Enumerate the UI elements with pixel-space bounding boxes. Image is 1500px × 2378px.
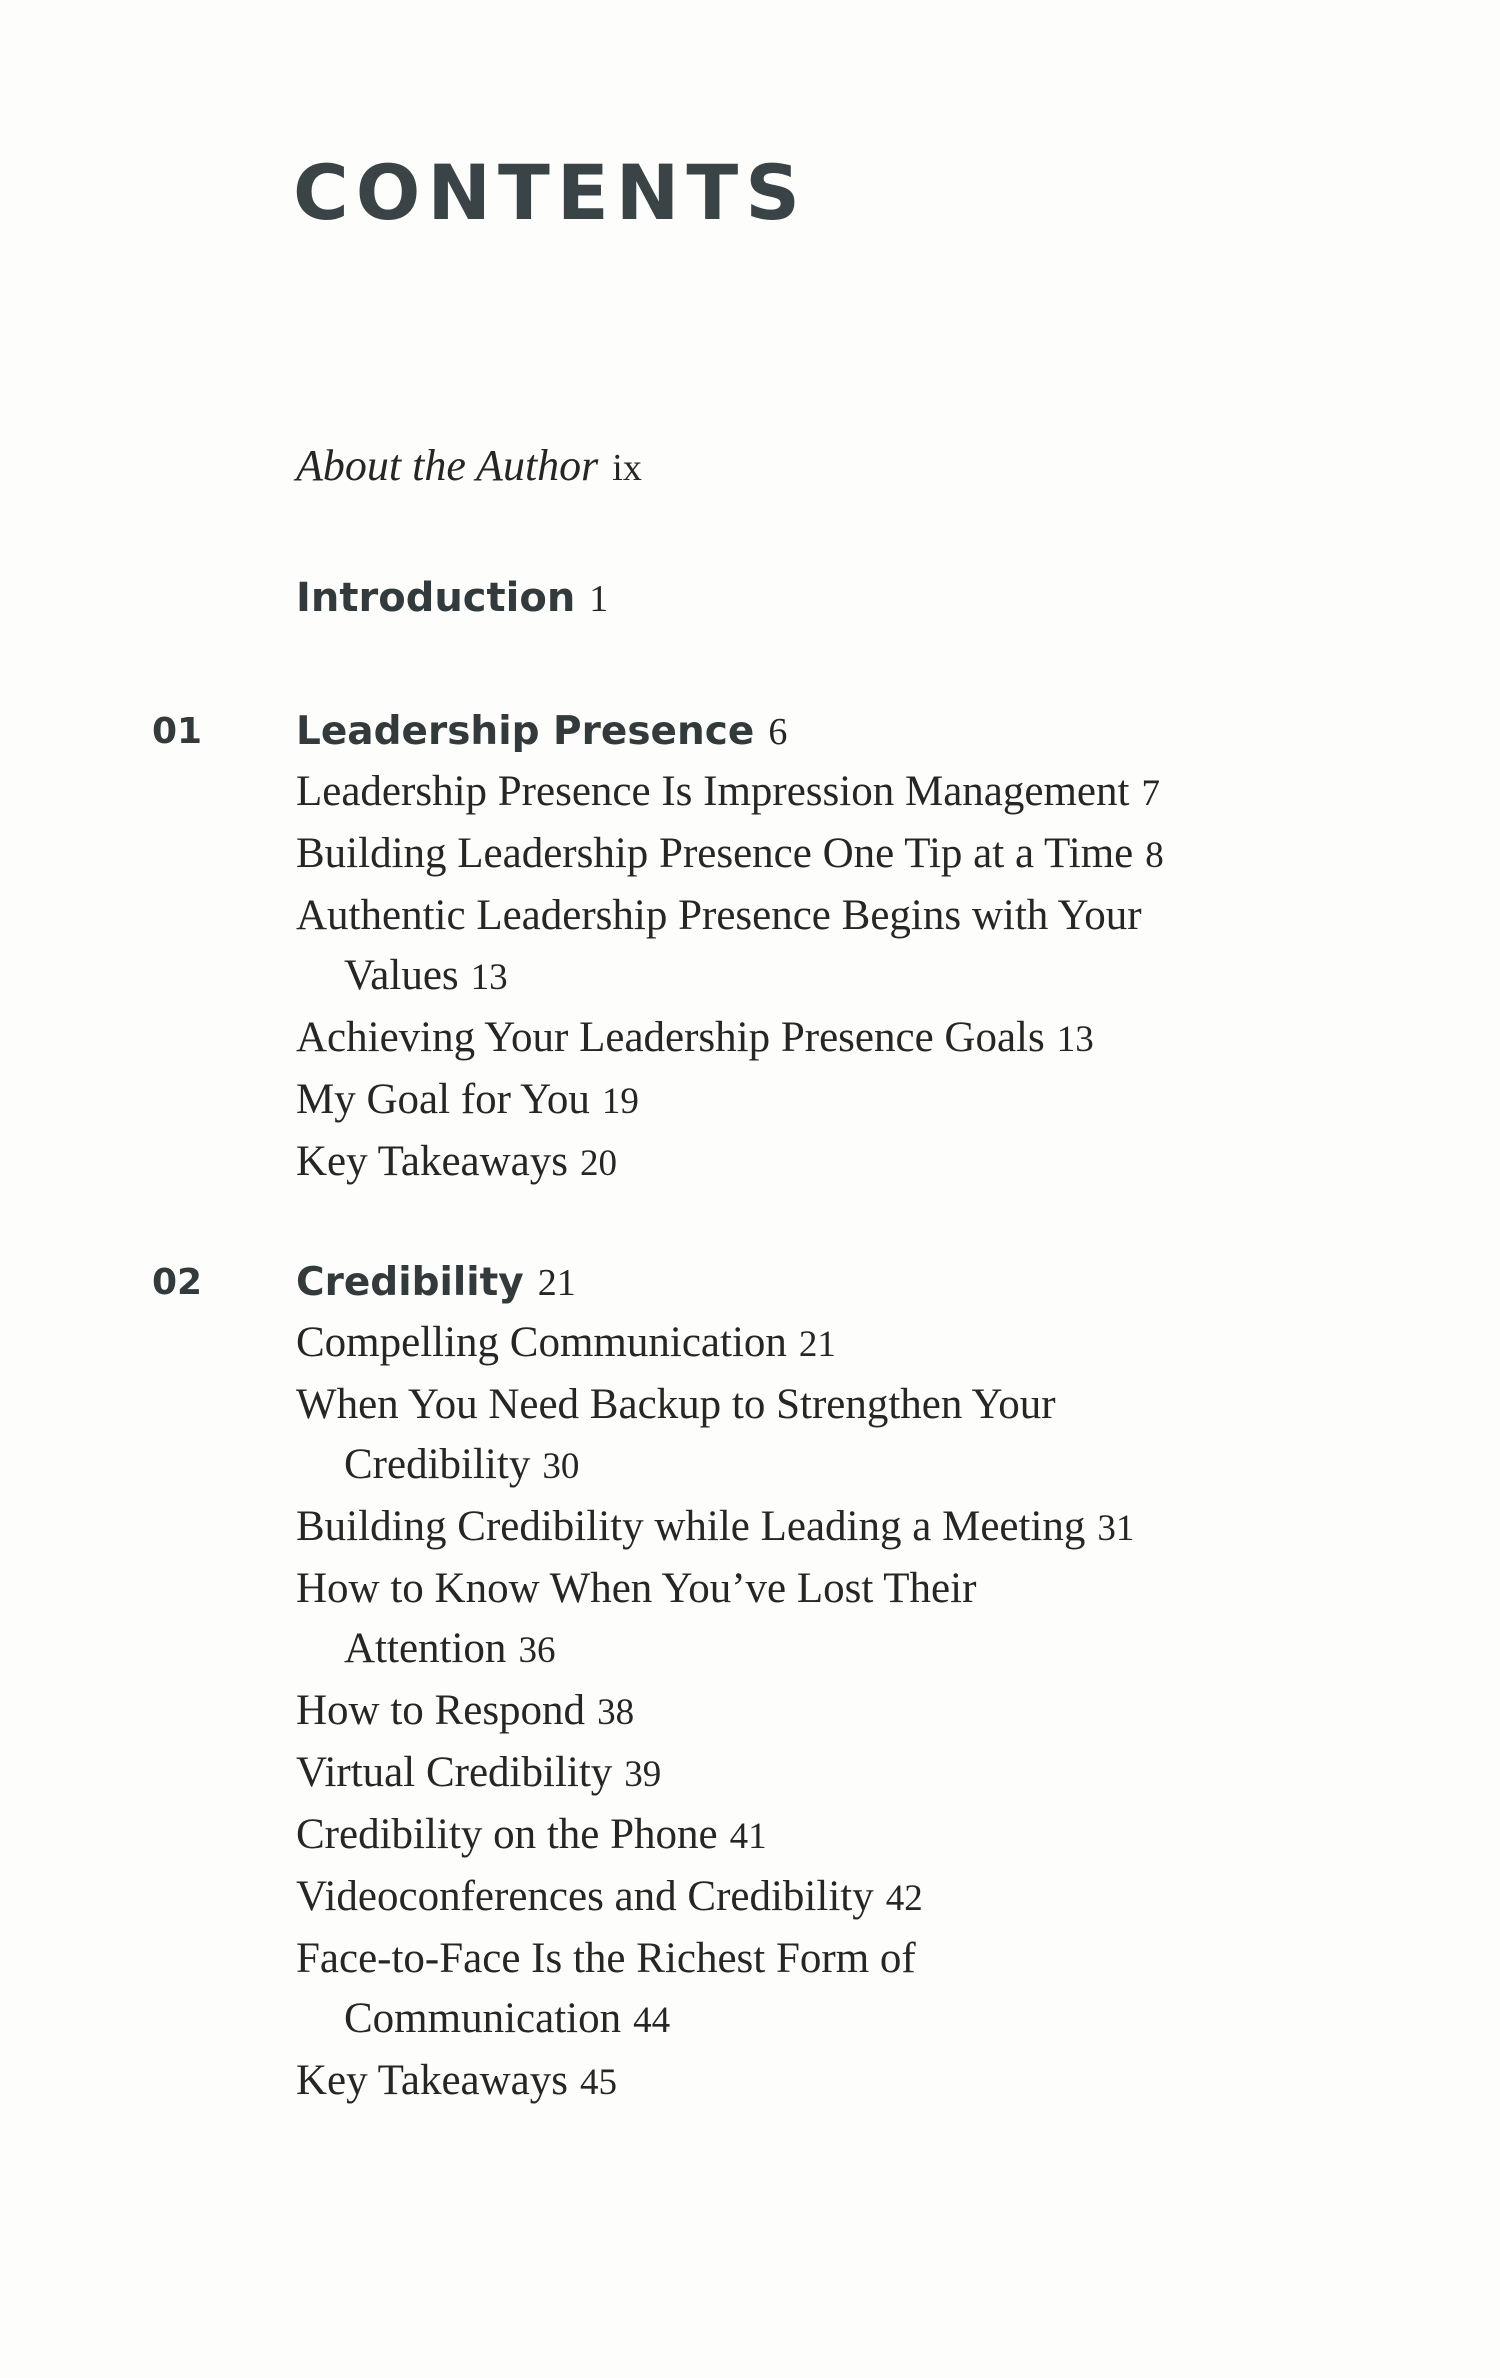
entry-label-continued: Credibility — [344, 1441, 531, 1488]
chapter-number: 01 — [152, 711, 203, 752]
toc-entry[interactable] — [296, 1070, 1296, 1132]
entry-label: Building Credibility while Leading a Meeting — [296, 1503, 1086, 1550]
entry-label: Compelling Communication — [296, 1319, 787, 1366]
page-number: 44 — [633, 2000, 671, 2041]
entry-label: How to Know When You’ve Lost Their — [296, 1565, 977, 1612]
entry-label: Virtual Credibility — [296, 1749, 613, 1796]
page-number: 8 — [1145, 835, 1164, 876]
toc-entry[interactable] — [296, 1867, 1296, 1929]
toc-entry[interactable] — [296, 1559, 1296, 1681]
toc-entry[interactable] — [296, 1132, 1296, 1194]
page-number: 36 — [518, 1630, 556, 1671]
entry-label: Key Takeaways — [296, 2057, 569, 2104]
entry-label: Achieving Your Leadership Presence Goals — [296, 1014, 1045, 1061]
entry-continuation — [296, 1989, 1296, 2051]
toc-entry-about-author[interactable] — [296, 436, 642, 498]
toc-entry[interactable] — [296, 886, 1296, 1008]
page-number: 31 — [1097, 1508, 1135, 1549]
chapter-title[interactable] — [296, 1253, 576, 1313]
toc-entry[interactable] — [296, 2051, 1296, 2113]
entry-continuation — [296, 946, 1296, 1008]
entry-label: How to Respond — [296, 1687, 586, 1734]
page-number: 41 — [729, 1816, 767, 1857]
page-number: 45 — [580, 2062, 618, 2103]
chapter-number: 02 — [152, 1262, 203, 1303]
page-number: ix — [612, 447, 642, 489]
entry-continuation — [296, 1435, 1296, 1497]
chapter-title-label: Leadership Presence — [296, 709, 755, 754]
toc-entry-introduction[interactable] — [296, 568, 608, 629]
page-number: 7 — [1141, 773, 1160, 814]
page-number: 1 — [589, 578, 609, 620]
entry-label: Leadership Presence Is Impression Management — [296, 768, 1130, 815]
entry-label: Building Leadership Presence One Tip at a Time — [296, 830, 1134, 877]
entry-label: Videoconferences and Credibility — [296, 1873, 874, 1920]
entry-label: When You Need Backup to Strengthen Your — [296, 1381, 1056, 1428]
toc-entry[interactable] — [296, 1681, 1296, 1743]
entry-label: Key Takeaways — [296, 1138, 569, 1185]
entry-label: Face-to-Face Is the Richest Form of — [296, 1935, 916, 1982]
entry-label-continued: Values — [344, 952, 459, 999]
page-number: 13 — [1056, 1019, 1094, 1060]
entry-label-continued: Attention — [344, 1625, 507, 1672]
entry-label-continued: Communication — [344, 1995, 622, 2042]
toc-entry[interactable] — [296, 762, 1296, 824]
entry-label: Credibility on the Phone — [296, 1811, 718, 1858]
page-number: 13 — [470, 957, 508, 998]
toc-entry[interactable] — [296, 1743, 1296, 1805]
chapter-entries — [296, 762, 1296, 1194]
toc-entry[interactable] — [296, 1497, 1296, 1559]
page-title: CONTENTS — [293, 148, 807, 237]
page-number: 19 — [601, 1081, 639, 1122]
toc-entry[interactable] — [296, 1008, 1296, 1070]
chapter-title[interactable] — [296, 702, 787, 762]
page-number: 38 — [597, 1692, 635, 1733]
toc-entry[interactable] — [296, 1313, 1296, 1375]
entry-label: About the Author — [296, 441, 599, 490]
page-number: 21 — [798, 1324, 836, 1365]
entry-label: My Goal for You — [296, 1076, 590, 1123]
toc-entry[interactable] — [296, 824, 1296, 886]
page-number: 42 — [885, 1878, 923, 1919]
page-number: 20 — [580, 1143, 618, 1184]
page-number: 30 — [542, 1446, 580, 1487]
page-number: 6 — [768, 711, 788, 753]
entry-label: Introduction — [296, 575, 576, 621]
entry-continuation — [296, 1619, 1296, 1681]
toc-entry[interactable] — [296, 1375, 1296, 1497]
chapter-entries — [296, 1313, 1296, 2113]
toc-entry[interactable] — [296, 1805, 1296, 1867]
page-number: 21 — [537, 1262, 576, 1304]
chapter-title-label: Credibility — [296, 1260, 524, 1305]
page-number: 39 — [624, 1754, 662, 1795]
entry-label: Authentic Leadership Presence Begins with Your — [296, 892, 1142, 939]
toc-entry[interactable] — [296, 1929, 1296, 2051]
